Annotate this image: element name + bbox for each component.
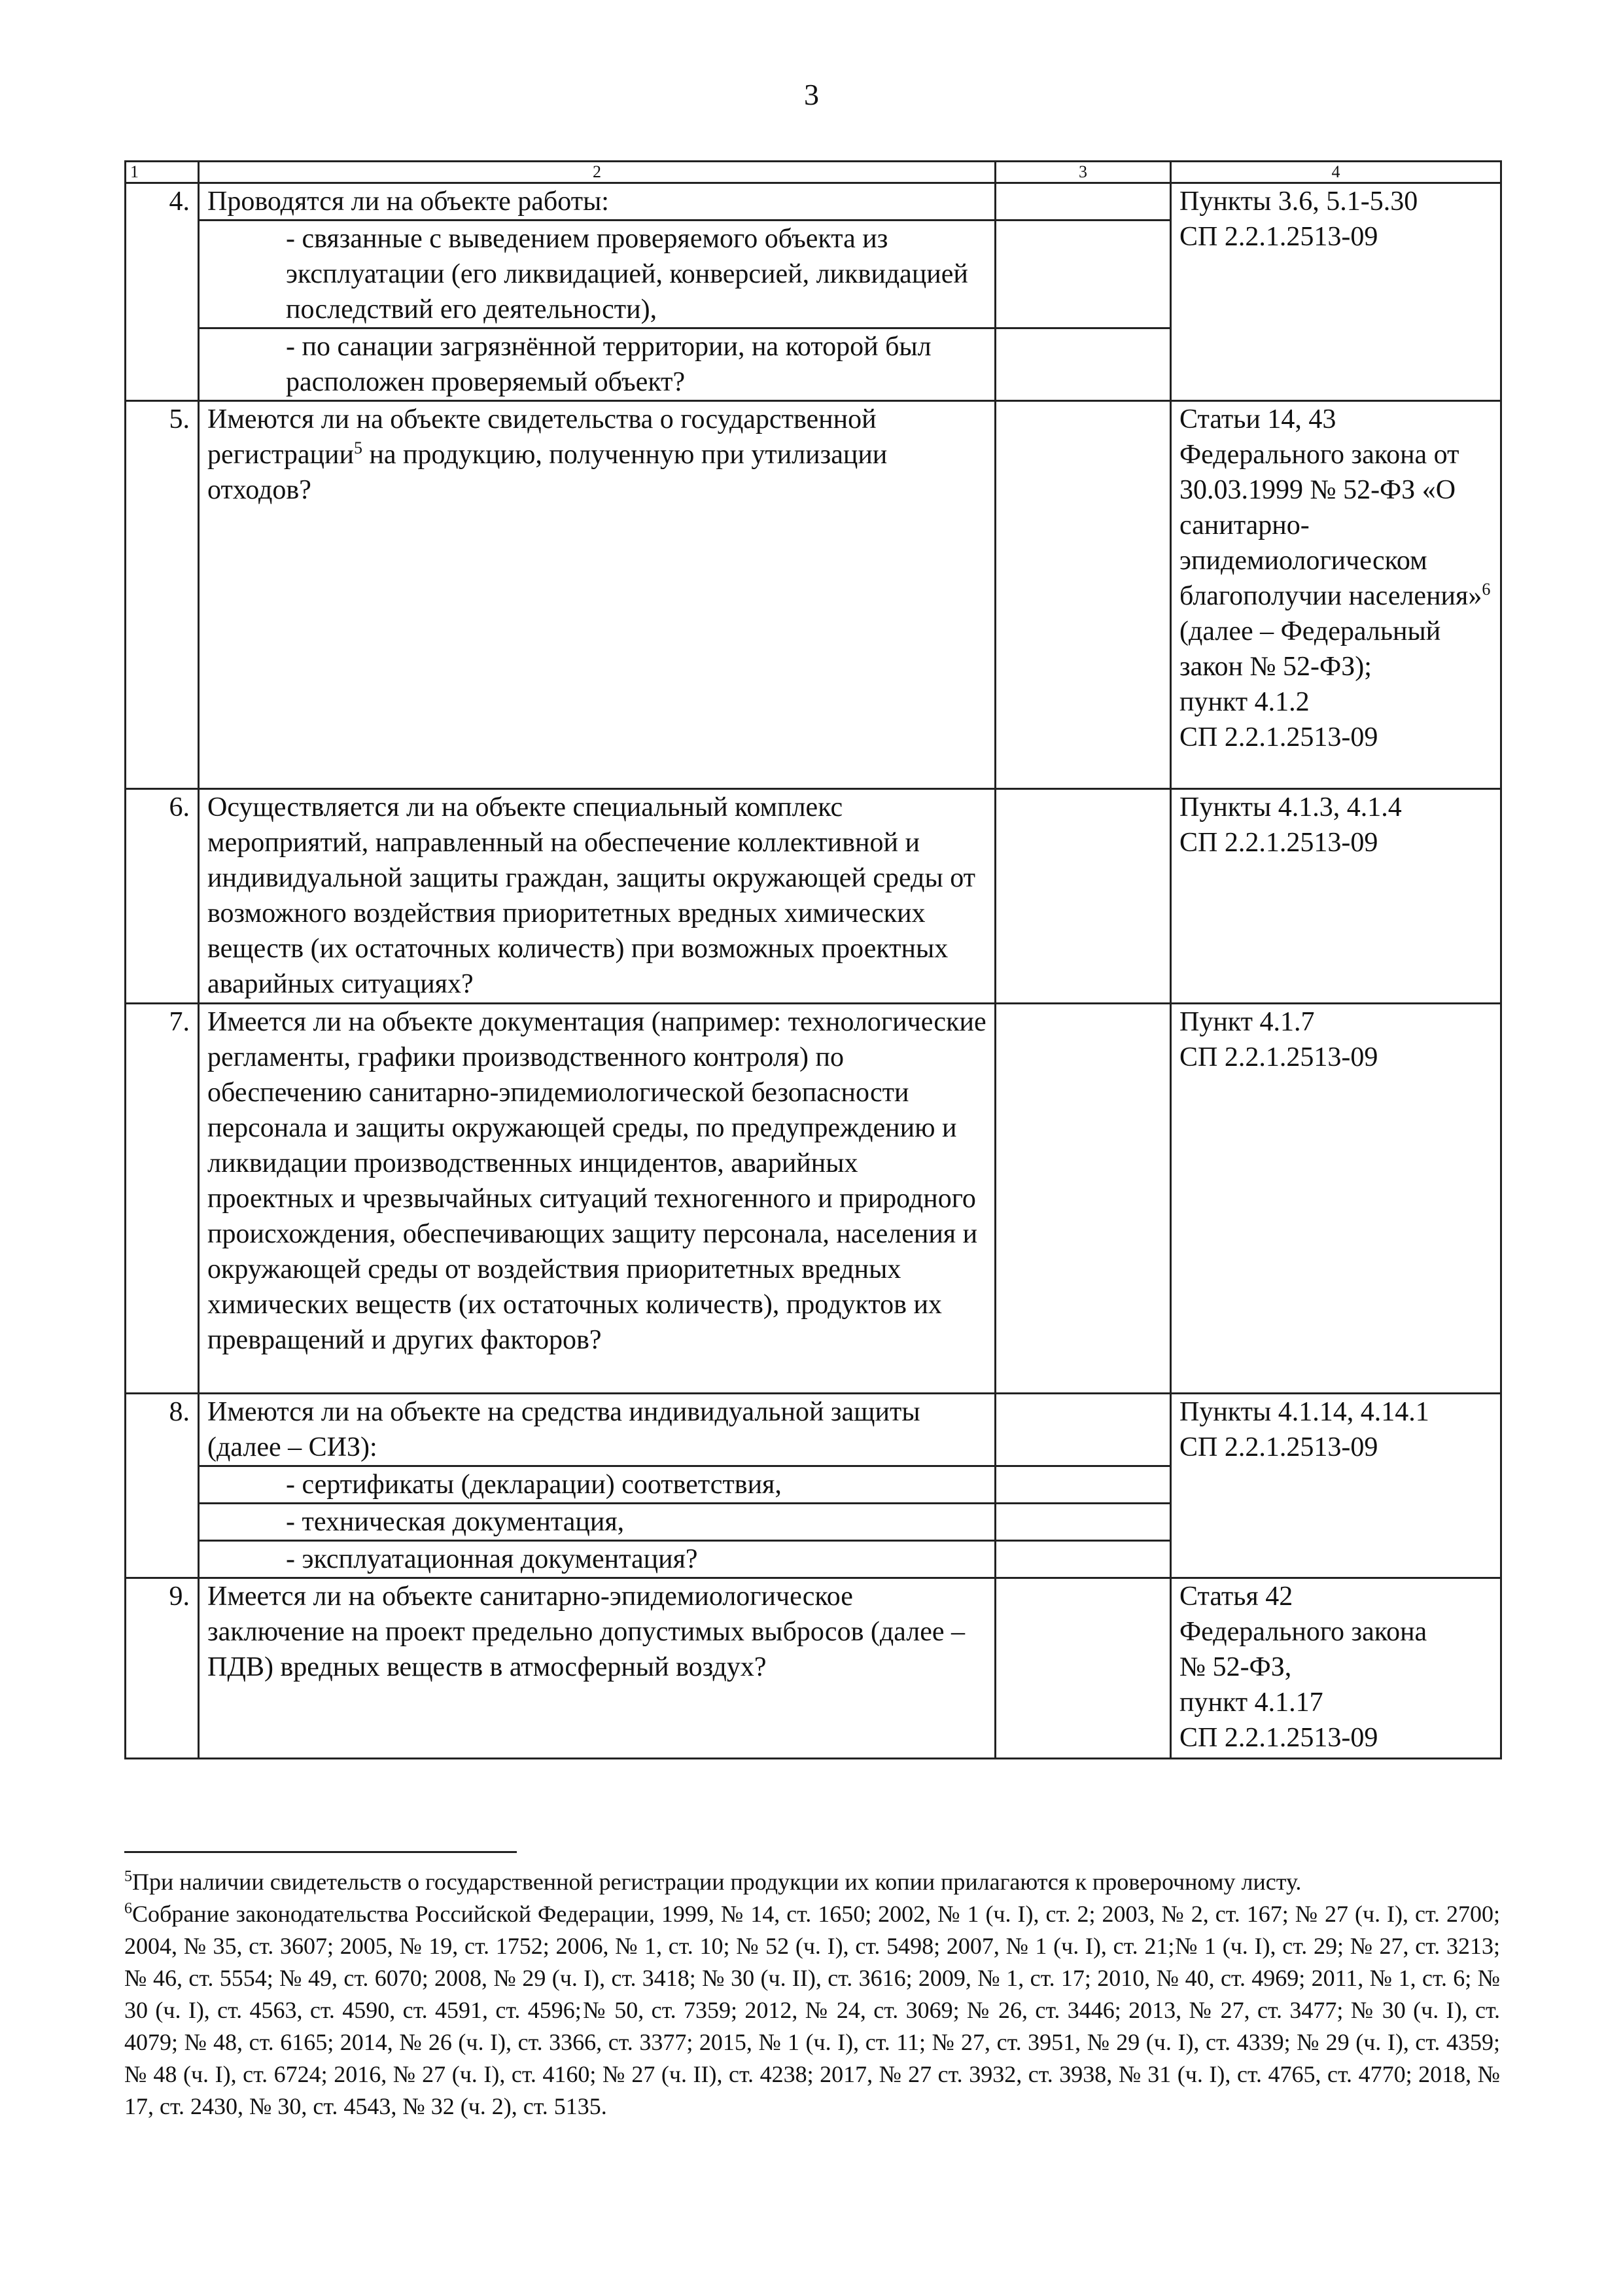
- sub-question-cell: [199, 221, 996, 328]
- reference-cell: [1171, 1578, 1501, 1759]
- reference-line: Пункты 4.1.14, 4.14.1: [1179, 1397, 1429, 1427]
- reference-line: СП 2.2.1.2513-09: [1179, 222, 1378, 252]
- reference-line: № 52-ФЗ,: [1179, 1652, 1292, 1682]
- sub-question-text: - эксплуатационная документация?: [286, 1544, 698, 1574]
- sub-question-text: - сертификаты (декларации) соответствия,: [286, 1470, 782, 1500]
- reference-cell: [1171, 1004, 1501, 1394]
- footnote-mark: 6: [124, 1900, 132, 1917]
- sub-question-cell: [199, 1504, 996, 1541]
- footnote-reference: 6: [1482, 580, 1491, 599]
- question-text: Осуществляется ли на объекте специальный комплекс мероприятий, направленный на обеспечение коллективной и индивидуальной защиты граждан, защиты окружающей среды от возможного воздействия приоритетных вредных химических веществ (их остаточных количеств) при возможных проектных аварийных ситуациях?: [199, 789, 996, 1004]
- table-row: [126, 401, 1501, 789]
- row-number: 4.: [126, 183, 199, 401]
- reference-line: Статья 42: [1179, 1581, 1293, 1612]
- footnote-divider: [124, 1851, 517, 1853]
- reference-text: (далее – Федеральный закон № 52-ФЗ);: [1179, 616, 1441, 682]
- answer-cell[interactable]: [996, 401, 1171, 789]
- footnote-text: При наличии свидетельств о государственной регистрации продукции их копии прилагаются к проверочному листу.: [132, 1869, 1302, 1895]
- row-number: 9.: [126, 1578, 199, 1759]
- reference-line: СП 2.2.1.2513-09: [1179, 1042, 1378, 1072]
- footnotes-section: [124, 1851, 1500, 2123]
- column-header-2: 2: [199, 162, 996, 183]
- sub-question-text: - по санации загрязнённой территории, на которой был расположен проверяемый объект?: [286, 332, 932, 397]
- reference-line: пункт 4.1.2: [1179, 687, 1310, 717]
- header-row: [126, 162, 1501, 183]
- reference-line: СП 2.2.1.2513-09: [1179, 722, 1378, 752]
- answer-cell[interactable]: [996, 183, 1171, 221]
- table-row: [126, 1578, 1501, 1759]
- footnote-text: Собрание законодательства Российской Федерации, 1999, № 14, ст. 1650; 2002, № 1 (ч. I), ст. 2; 2003, № 2, ст. 167; № 27 (ч. I), ст. 2700; 2004, № 35, ст. 3607; 2005, № 19, ст. 1752; 2006, № 1, ст. 10; № 52 (ч. I), ст. 5498; 2007, № 1 (ч. I), ст. 21;№ 1 (ч. I), ст. 29; № 27, ст. 3213; № 46, ст. 5554; № 49, ст. 6070; 2008, № 29 (ч. I), ст. 3418; № 30 (ч. II), ст. 3616; 2009, № 1, ст. 17; 2010, № 40, ст. 4969; 2011, № 1, ст. 6; № 30 (ч. I), ст. 4563, ст. 4590, ст. 4591, ст. 4596;№ 50, ст. 7359; 2012, № 24, ст. 3069; № 26, ст. 3446; 2013, № 27, ст. 3477; № 30 (ч. I), ст. 4079; № 48, ст. 6165; 2014, № 26 (ч. I), ст. 3366, ст. 3377; 2015, № 1 (ч. I), ст. 11; № 27, ст. 3951, № 29 (ч. I), ст. 4339; № 29 (ч. I), ст. 4359; № 48 (ч. I), ст. 6724; 2016, № 27 (ч. I), ст. 4160; № 27 (ч. II), ст. 4238; 2017, № 27 ст. 3932, ст. 3938, № 31 (ч. I), ст. 4765, ст. 4770; 2018, № 17, ст. 2430, № 30, ст. 4543, № 32 (ч. 2), ст. 5135.: [124, 1901, 1500, 2119]
- footnote-5: [124, 1866, 1500, 1898]
- question-text-part: Имеются ли на объекте свидетельства о государственной регистрации: [207, 404, 877, 470]
- row-number: 6.: [126, 789, 199, 1004]
- column-header-4: 4: [1171, 162, 1501, 183]
- reference-cell: [1171, 401, 1501, 789]
- answer-cell[interactable]: [996, 1466, 1171, 1504]
- sub-question-cell: [199, 1466, 996, 1504]
- sub-question-text: - связанные с выведением проверяемого объекта из эксплуатации (его ликвидацией, конверсией, ликвидацией последствий его деятельности),: [286, 224, 968, 325]
- answer-cell[interactable]: [996, 1578, 1171, 1759]
- sub-question-cell: [199, 1541, 996, 1578]
- reference-line: Федерального закона: [1179, 1617, 1427, 1647]
- sub-question-text: - техническая документация,: [286, 1507, 625, 1537]
- reference-line: СП 2.2.1.2513-09: [1179, 1432, 1378, 1462]
- reference-line: СП 2.2.1.2513-09: [1179, 828, 1378, 858]
- page-number: 3: [804, 78, 819, 111]
- answer-cell[interactable]: [996, 1541, 1171, 1578]
- sub-question-cell: [199, 328, 996, 401]
- answer-cell[interactable]: [996, 1504, 1171, 1541]
- row-number: 7.: [126, 1004, 199, 1394]
- reference-line: пункт 4.1.17: [1179, 1687, 1323, 1718]
- answer-cell[interactable]: [996, 328, 1171, 401]
- table-row: [126, 183, 1501, 221]
- reference-cell: [1171, 789, 1501, 1004]
- reference-line: Пункты 3.6, 5.1-5.30: [1179, 186, 1418, 217]
- answer-cell[interactable]: [996, 1394, 1171, 1466]
- footnote-mark: 5: [124, 1868, 132, 1885]
- question-text: Имеются ли на объекте на средства индивидуальной защиты (далее – СИЗ):: [199, 1394, 996, 1466]
- column-header-1: 1: [126, 162, 199, 183]
- reference-cell: [1171, 183, 1501, 401]
- row-number: 8.: [126, 1394, 199, 1578]
- answer-cell[interactable]: [996, 789, 1171, 1004]
- question-text-part: на продукцию, полученную при утилизации отходов?: [207, 440, 888, 505]
- table-row: [126, 1004, 1501, 1394]
- question-text: Имеется ли на объекте документация (например: технологические регламенты, графики производственного контроля) по обеспечению санитарно-эпидемиологической безопасности персонала и защиты окружающей среды, по предупреждению и ликвидации производственных инцидентов, аварийных проектных и чрезвычайных ситуаций техногенного и природного происхождения, обеспечивающих защиту персонала, населения и окружающей среды от воздействия приоритетных вредных химических веществ (их остаточных количеств), продуктов их превращений и других факторов?: [199, 1004, 996, 1394]
- reference-line: СП 2.2.1.2513-09: [1179, 1723, 1378, 1753]
- answer-cell[interactable]: [996, 1004, 1171, 1394]
- table-row: [126, 789, 1501, 1004]
- footnote-6: [124, 1898, 1500, 2123]
- question-text: [199, 401, 996, 789]
- reference-cell: [1171, 1394, 1501, 1578]
- table-row: [126, 1394, 1501, 1466]
- row-number: 5.: [126, 401, 199, 789]
- checklist-table: [124, 160, 1502, 1759]
- reference-line: Пункты 4.1.3, 4.1.4: [1179, 792, 1402, 822]
- question-text: Имеется ли на объекте санитарно-эпидемиологическое заключение на проект предельно допустимых выбросов (далее – ПДВ) вредных веществ в атмосферный воздух?: [199, 1578, 996, 1759]
- column-header-3: 3: [996, 162, 1171, 183]
- reference-line: Пункт 4.1.7: [1179, 1007, 1315, 1037]
- footnote-reference: 5: [353, 438, 362, 457]
- answer-cell[interactable]: [996, 221, 1171, 328]
- reference-text: Статьи 14, 43 Федерального закона от 30.03.1999 № 52-ФЗ «О санитарно-эпидемиологическом благополучии населения»: [1179, 404, 1482, 611]
- question-text: Проводятся ли на объекте работы:: [199, 183, 996, 221]
